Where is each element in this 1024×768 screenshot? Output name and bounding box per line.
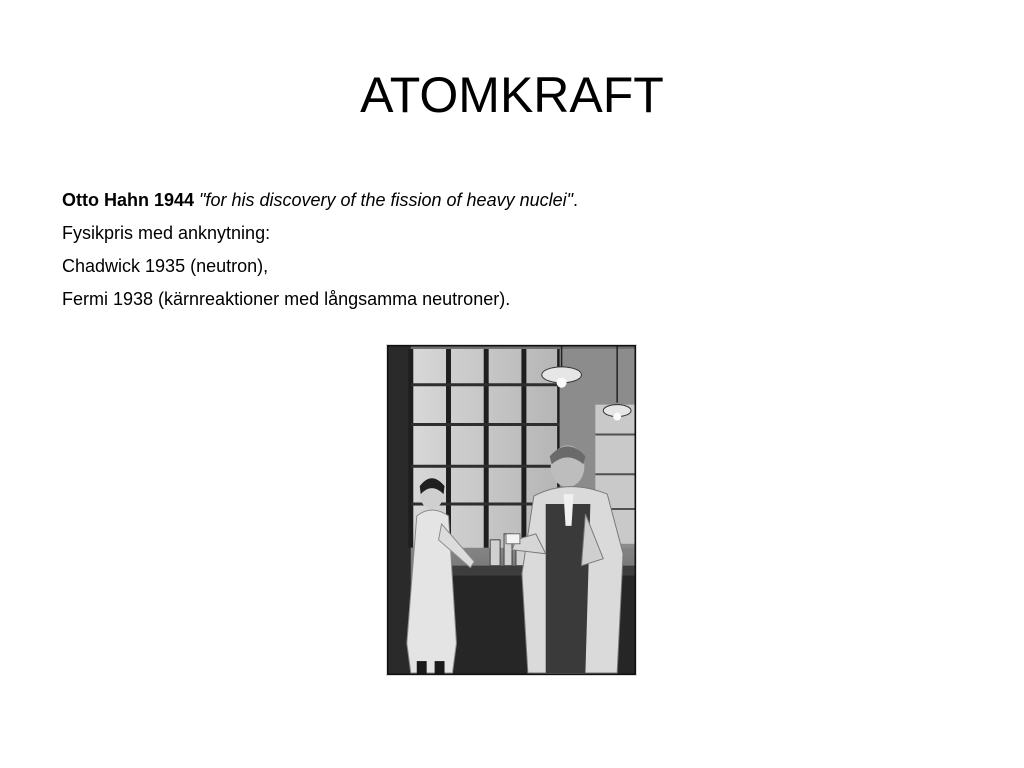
body-line-fermi: Fermi 1938 (kärnreaktioner med långsamma neutroner). (62, 289, 511, 309)
laureate-name: Otto Hahn 1944 (62, 190, 195, 210)
prize-citation: "for his discovery of the fission of heavy nuclei" (199, 190, 574, 210)
body-line-related-prizes: Fysikpris med anknytning: (62, 223, 271, 243)
slide-body (62, 184, 962, 316)
lab-photo (386, 344, 637, 676)
slide-title: ATOMKRAFT (360, 67, 664, 123)
lab-photo-illustration (387, 345, 636, 675)
citation-period: . (573, 190, 579, 210)
body-line-hahn (62, 184, 962, 217)
body-line-chadwick: Chadwick 1935 (neutron), (62, 256, 269, 276)
